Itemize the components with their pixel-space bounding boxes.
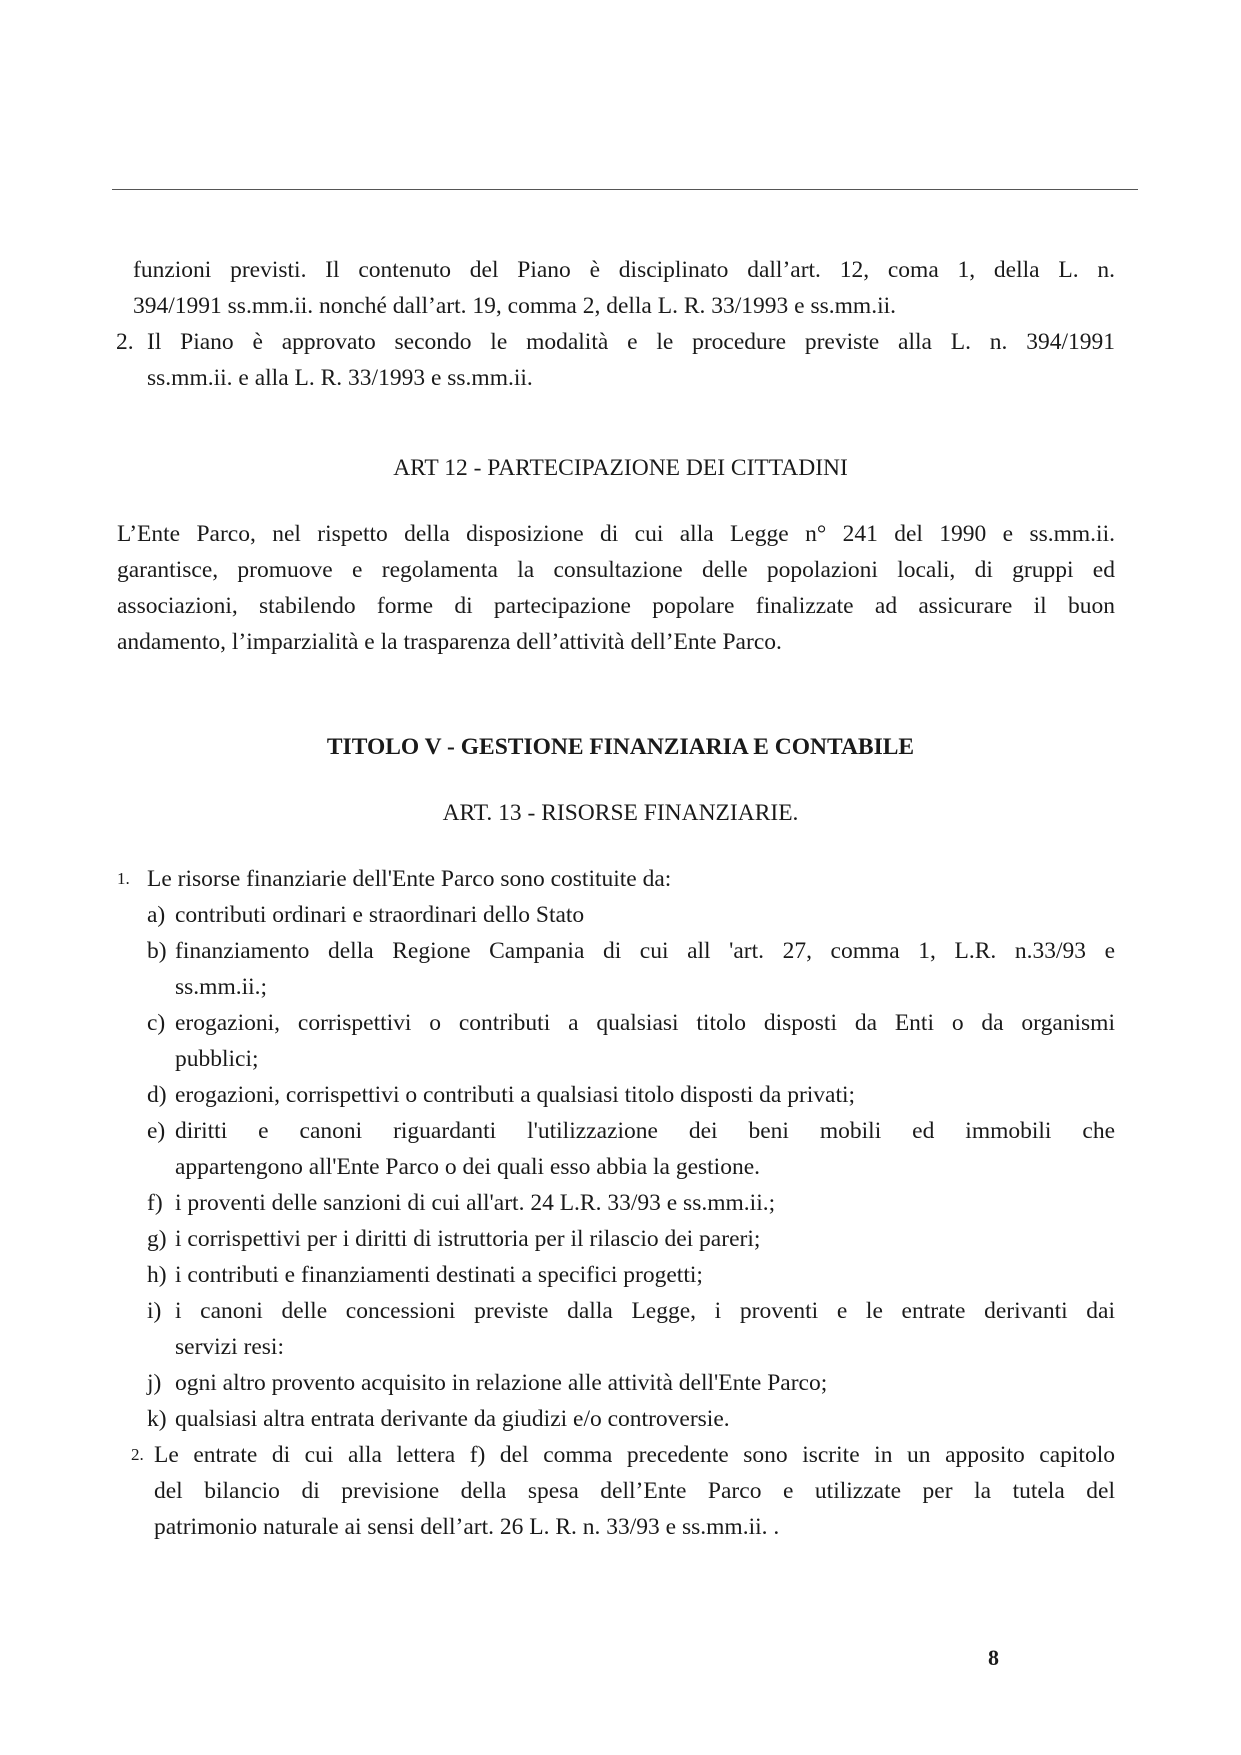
- art13-item-2-line-2: del bilancio di previsione della spesa dell’Ente Parco e utilizzate per la tutela del: [154, 1478, 1115, 1504]
- art12-line-3: associazioni, stabilendo forme di partecipazione popolare finalizzate ad assicurare il buon: [117, 593, 1115, 619]
- subitem-b-letter: b): [147, 938, 167, 964]
- art13-item-1-number: 1.: [117, 869, 130, 888]
- subitem-k-letter: k): [147, 1406, 167, 1432]
- subitem-d-letter: d): [147, 1082, 167, 1108]
- art13-item-2-line-1: Le entrate di cui alla lettera f) del comma precedente sono iscrite in un apposito capitolo: [154, 1442, 1115, 1468]
- subitem-j-text: ogni altro provento acquisito in relazione alle attività dell'Ente Parco;: [175, 1370, 828, 1396]
- subitem-a-letter: a): [147, 902, 166, 928]
- subitem-d-text: erogazioni, corrispettivi o contributi a qualsiasi titolo disposti da privati;: [175, 1082, 856, 1108]
- subitem-c-text: erogazioni, corrispettivi o contributi a qualsiasi titolo disposti da Enti o da organismi: [175, 1010, 1115, 1036]
- subitem-k-text: qualsiasi altra entrata derivante da giudizi e/o controversie.: [175, 1406, 730, 1432]
- subitem-g-letter: g): [147, 1226, 167, 1252]
- art12-heading: ART 12 - PARTECIPAZIONE DEI CITTADINI: [393, 455, 848, 481]
- subitem-b-text: finanziamento della Regione Campania di cui all 'art. 27, comma 1, L.R. n.33/93 e: [175, 938, 1115, 964]
- subitem-j-letter: j): [147, 1370, 162, 1396]
- art11-line-2: 394/1991 ss.mm.ii. nonché dall’art. 19, comma 2, della L. R. 33/1993 e ss.mm.ii.: [133, 293, 897, 319]
- art13-item-2-line-3: patrimonio naturale ai sensi dell’art. 26 L. R. n. 33/93 e ss.mm.ii. .: [154, 1514, 780, 1540]
- subitem-i-letter: i): [147, 1298, 162, 1324]
- subitem-g-text: i corrispettivi per i diritti di istruttoria per il rilascio dei pareri;: [175, 1226, 761, 1252]
- subitem-e-text: diritti e canoni riguardanti l'utilizzazione dei beni mobili ed immobili che: [175, 1118, 1115, 1144]
- subitem-h-letter: h): [147, 1262, 167, 1288]
- subitem-a-text: contributi ordinari e straordinari dello Stato: [175, 902, 585, 928]
- titolo5-heading: TITOLO V - GESTIONE FINANZIARIA E CONTABILE: [326, 734, 915, 760]
- subitem-f-text: i proventi delle sanzioni di cui all'art. 24 L.R. 33/93 e ss.mm.ii.;: [175, 1190, 776, 1216]
- subitem-e-text-cont: appartengono all'Ente Parco o dei quali esso abbia la gestione.: [175, 1154, 761, 1180]
- art11-item-2-line-2: ss.mm.ii. e alla L. R. 33/1993 e ss.mm.ii.: [147, 365, 533, 391]
- page-number: 8: [988, 1645, 999, 1670]
- art12-line-4: andamento, l’imparzialità e la trasparenza dell’attività dell’Ente Parco.: [117, 629, 782, 655]
- art12-line-2: garantisce, promuove e regolamenta la consultazione delle popolazioni locali, di gruppi ed: [117, 557, 1115, 583]
- subitem-f-letter: f): [147, 1190, 163, 1216]
- header-rule: [112, 189, 1138, 190]
- subitem-i-text-cont: servizi resi:: [175, 1334, 284, 1360]
- subitem-c-text-cont: pubblici;: [175, 1046, 259, 1072]
- art11-line-1: funzioni previsti. Il contenuto del Piano è disciplinato dall’art. 12, coma 1, della L. n.: [133, 257, 1115, 283]
- art11-item-2-line-1: Il Piano è approvato secondo le modalità e le procedure previste alla L. n. 394/1991: [147, 329, 1115, 355]
- subitem-i-text: i canoni delle concessioni previste dalla Legge, i proventi e le entrate derivanti dai: [175, 1298, 1115, 1324]
- art12-line-1: L’Ente Parco, nel rispetto della disposizione di cui alla Legge n° 241 del 1990 e ss.mm.ii.: [117, 521, 1115, 547]
- art11-item-2-number: 2.: [116, 329, 134, 355]
- subitem-e-letter: e): [147, 1118, 166, 1144]
- art13-item-1-text: Le risorse finanziarie dell'Ente Parco sono costituite da:: [147, 866, 672, 892]
- subitem-c-letter: c): [147, 1010, 166, 1036]
- art13-item-2-number: 2.: [131, 1445, 144, 1464]
- subitem-h-text: i contributi e finanziamenti destinati a specifici progetti;: [175, 1262, 703, 1288]
- subitem-b-text-cont: ss.mm.ii.;: [175, 974, 268, 1000]
- art13-heading: ART. 13 - RISORSE FINANZIARIE.: [442, 800, 799, 826]
